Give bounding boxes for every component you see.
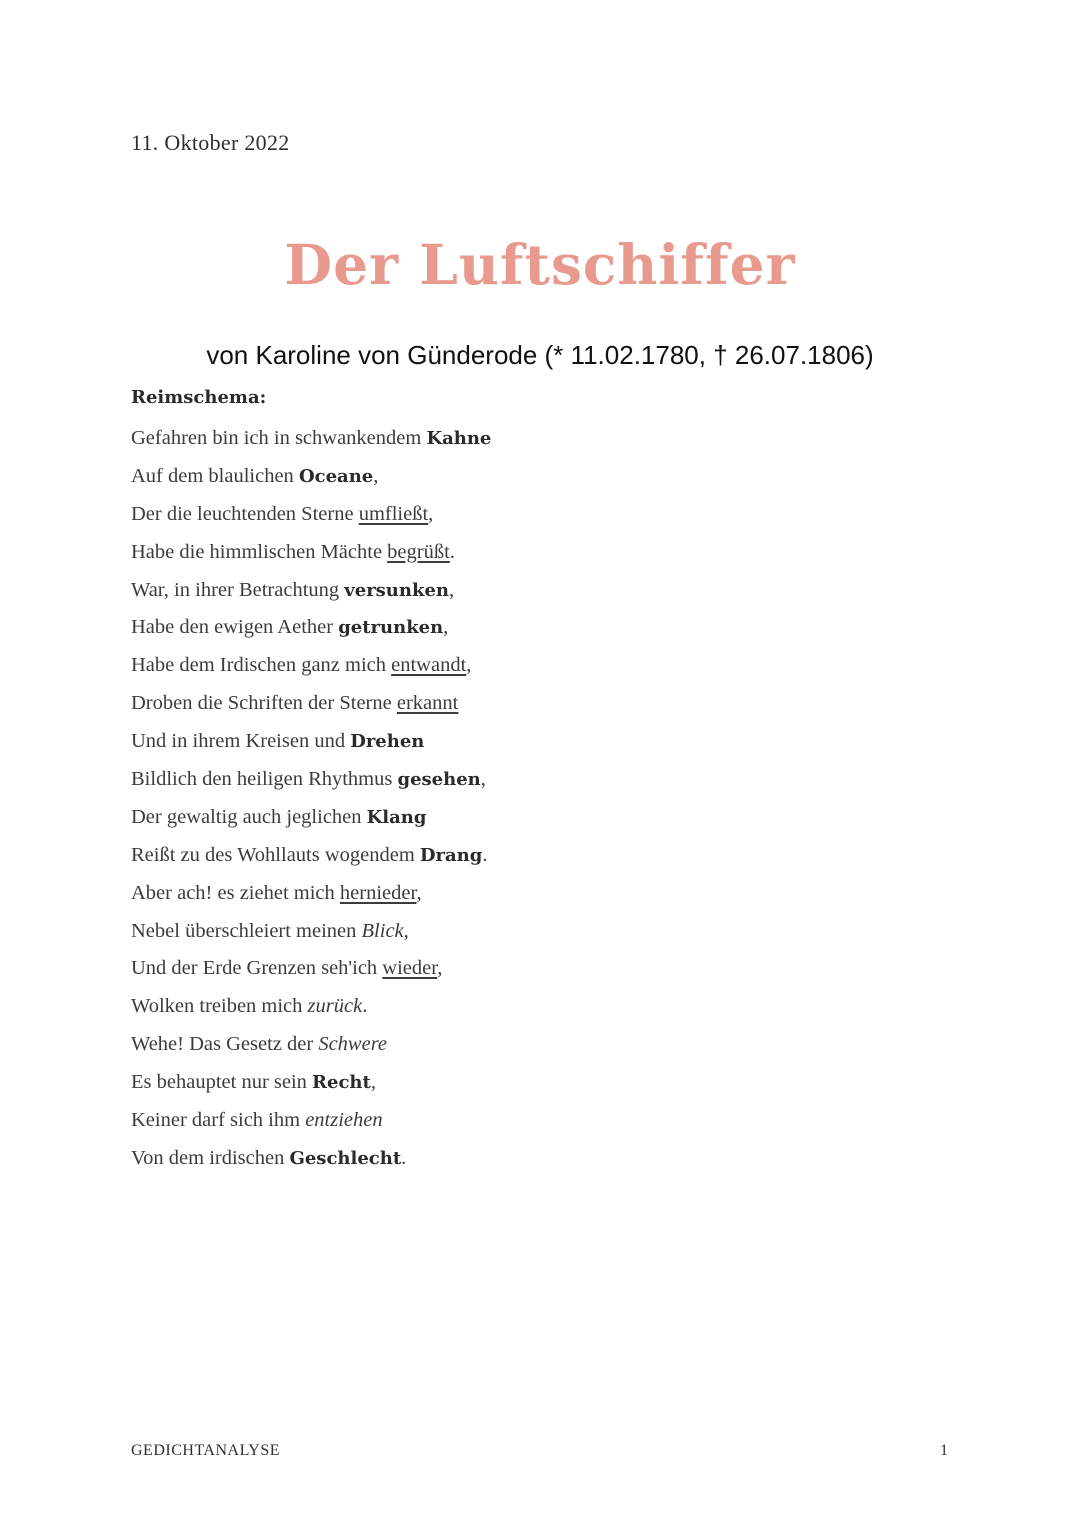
rhyme-word: entziehen	[305, 1109, 383, 1132]
poem-line-punctuation: ,	[428, 502, 434, 525]
footer-label: GEDICHTANALYSE	[131, 1442, 280, 1459]
rhyme-word: zurück	[307, 995, 363, 1018]
poem-line	[131, 954, 491, 992]
rhyme-word: getrunken	[338, 617, 444, 639]
poem-line-text: War, in ihrer Betrachtung	[131, 578, 345, 601]
poem-line-text: Der gewaltig auch jeglichen	[131, 805, 367, 828]
rhyme-word: Schwere	[318, 1033, 388, 1056]
document-subtitle: von Karoline von Günderode (* 11.02.1780, † 26.07.1806)	[206, 340, 874, 370]
poem-line	[131, 841, 491, 879]
poem-line-text: Wolken treiben mich	[131, 995, 308, 1018]
poem-line	[131, 689, 491, 727]
poem-line-punctuation: ,	[373, 464, 379, 487]
poem-line-text: Aber ach! es ziehet mich	[131, 881, 340, 904]
poem-line	[131, 803, 491, 841]
poem-line	[131, 879, 491, 917]
rhyme-word: versunken	[344, 579, 449, 601]
poem-line	[131, 765, 491, 803]
poem-line	[131, 727, 491, 765]
poem-line-punctuation: .	[449, 540, 455, 563]
poem-lines	[131, 424, 491, 1182]
poem-line	[131, 992, 491, 1030]
poem-line-punctuation: ,	[437, 957, 443, 980]
document-title: Der Luftschiffer	[284, 232, 796, 297]
poem-line-punctuation: ,	[449, 578, 455, 601]
poem-line	[131, 462, 491, 500]
rhyme-word: Drehen	[350, 731, 425, 753]
rhyme-word: Klang	[366, 806, 427, 828]
poem-line-text: Habe die himmlischen Mächte	[131, 540, 388, 563]
poem-line-punctuation: ,	[480, 768, 486, 791]
poem-line-text: Bildlich den heiligen Rhythmus	[131, 768, 398, 791]
section-label: Reimschema:	[131, 387, 267, 408]
poem-line-text: Nebel überschleiert meinen	[131, 919, 362, 942]
poem-line-punctuation: ,	[466, 654, 472, 677]
poem-line-text: Wehe! Das Gesetz der	[131, 1033, 319, 1056]
rhyme-word: gesehen	[397, 769, 481, 791]
rhyme-word: wieder	[382, 957, 438, 980]
poem-line-punctuation: .	[362, 995, 368, 1018]
poem-line	[131, 1030, 491, 1068]
rhyme-word: Kahne	[426, 428, 492, 449]
rhyme-word: entwandt	[391, 654, 467, 677]
poem-line	[131, 1068, 491, 1106]
poem-line-text: Reißt zu des Wohllauts wogendem	[131, 843, 420, 866]
rhyme-word: Blick	[361, 919, 404, 942]
poem-line-punctuation: ,	[443, 616, 449, 639]
document-date: 11. Oktober 2022	[131, 130, 290, 155]
poem-line-text: Auf dem blaulichen	[131, 464, 299, 487]
rhyme-word: Oceane	[298, 465, 374, 487]
poem-line-text: Es behauptet nur sein	[131, 1071, 313, 1094]
poem-line	[131, 424, 491, 462]
poem-line	[131, 1106, 491, 1144]
poem-line-text: Gefahren bin ich in schwankendem	[131, 427, 427, 449]
poem-line-text: Und der Erde Grenzen seh'ich	[131, 957, 383, 980]
poem-line-punctuation: ,	[370, 1071, 376, 1094]
poem-line-text: Der die leuchtenden Sterne	[131, 502, 359, 525]
poem-line-text: Und in ihrem Kreisen und	[131, 730, 351, 753]
poem-line	[131, 1144, 491, 1182]
poem-line-text: Von dem irdischen	[131, 1146, 290, 1169]
poem-line-text: Keiner darf sich ihm	[131, 1109, 306, 1132]
poem-line-punctuation: ,	[403, 919, 409, 942]
poem-line	[131, 576, 491, 614]
rhyme-word: umfließt	[358, 502, 429, 525]
rhyme-word: begrüßt	[387, 540, 450, 563]
poem-line-text: Droben die Schriften der Sterne	[131, 692, 397, 715]
page-number: 1	[940, 1442, 948, 1459]
poem-line-punctuation: .	[401, 1146, 407, 1169]
rhyme-word: erkannt	[396, 692, 459, 715]
poem-line-punctuation: .	[482, 843, 488, 866]
rhyme-word: Drang	[419, 844, 483, 866]
rhyme-word: hernieder	[339, 881, 417, 904]
poem-line-punctuation: ,	[416, 881, 422, 904]
poem-line-text: Habe den ewigen Aether	[131, 616, 339, 639]
poem-line	[131, 917, 491, 955]
poem-line-text: Habe dem Irdischen ganz mich	[131, 654, 392, 677]
poem-line	[131, 538, 491, 576]
poem-line	[131, 613, 491, 651]
rhyme-word: Geschlecht	[289, 1147, 402, 1169]
rhyme-word: Recht	[312, 1072, 371, 1094]
poem-line	[131, 500, 491, 538]
poem-line	[131, 651, 491, 689]
